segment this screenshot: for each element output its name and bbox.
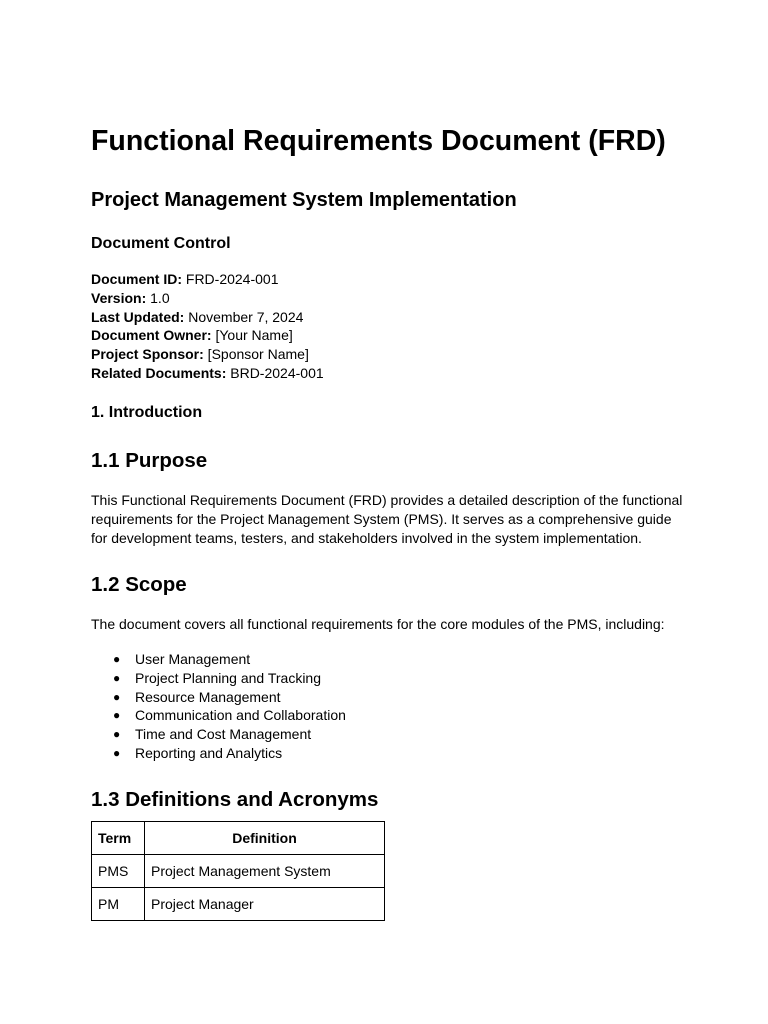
list-item-label: Reporting and Analytics <box>135 744 283 761</box>
table-header-row <box>92 822 385 855</box>
field-label: Version: <box>91 289 147 306</box>
bullet-icon: ● <box>113 652 121 666</box>
field-value: November 7, 2024 <box>184 308 304 325</box>
bullet-icon: ● <box>113 727 121 742</box>
introduction-heading: 1. Introduction <box>91 404 203 421</box>
field-label: Last Updated: <box>91 308 185 325</box>
list-item-label: Resource Management <box>135 688 281 705</box>
field-value: [Your Name] <box>211 327 293 344</box>
scope-module-list <box>91 650 346 763</box>
list-item <box>91 650 346 669</box>
definition-cell: Project Management System <box>145 855 385 888</box>
related-documents-row <box>91 364 324 383</box>
table-row <box>92 888 385 921</box>
field-value: BRD-2024-001 <box>226 364 324 381</box>
list-item <box>91 669 346 688</box>
list-item <box>91 744 346 763</box>
bullet-icon: ● <box>113 745 121 760</box>
document-control-heading: Document Control <box>91 235 231 252</box>
field-label: Related Documents: <box>91 364 227 381</box>
document-subtitle: Project Management System Implementation <box>91 189 517 211</box>
list-item-label: Project Planning and Tracking <box>135 669 321 686</box>
field-label: Project Sponsor: <box>91 346 204 363</box>
document-title: Functional Requirements Document (FRD) <box>91 125 666 157</box>
purpose-paragraph: This Functional Requirements Document (FRD) provides a detailed description of the functional requirements for the Project Management System (PMS). It serves as a comprehensive guide for development teams, testers, and stakeholders involved in the system implementation. <box>91 492 683 546</box>
term-cell: PMS <box>92 855 145 888</box>
document-id-row <box>91 270 324 289</box>
field-label: Document Owner: <box>91 327 212 344</box>
list-item <box>91 706 346 725</box>
scope-paragraph: The document covers all functional requirements for the core modules of the PMS, including: <box>91 616 665 632</box>
document-control-list <box>91 270 324 383</box>
column-header-definition: Definition <box>145 822 385 855</box>
field-value: 1.0 <box>146 289 170 306</box>
bullet-icon: ● <box>113 689 121 704</box>
last-updated-row <box>91 308 324 327</box>
list-item-label: User Management <box>135 651 251 667</box>
document-owner-row <box>91 326 324 345</box>
field-value: [Sponsor Name] <box>203 346 309 363</box>
list-item-label: Time and Cost Management <box>135 726 312 743</box>
bullet-icon: ● <box>113 708 121 723</box>
bullet-icon: ● <box>113 670 121 685</box>
field-value: FRD-2024-001 <box>182 271 279 287</box>
project-sponsor-row <box>91 345 324 364</box>
purpose-heading: 1.1 Purpose <box>91 449 208 472</box>
definitions-heading: 1.3 Definitions and Acronyms <box>91 788 379 811</box>
list-item <box>91 725 346 744</box>
table-row <box>92 855 385 888</box>
field-label: Document ID: <box>91 271 182 287</box>
scope-heading: 1.2 Scope <box>91 573 187 596</box>
term-cell: PM <box>92 888 145 921</box>
column-header-term: Term <box>92 822 145 855</box>
list-item <box>91 688 346 707</box>
definition-cell: Project Manager <box>145 888 385 921</box>
definitions-table <box>91 821 385 921</box>
version-row <box>91 289 324 308</box>
list-item-label: Communication and Collaboration <box>135 707 346 724</box>
